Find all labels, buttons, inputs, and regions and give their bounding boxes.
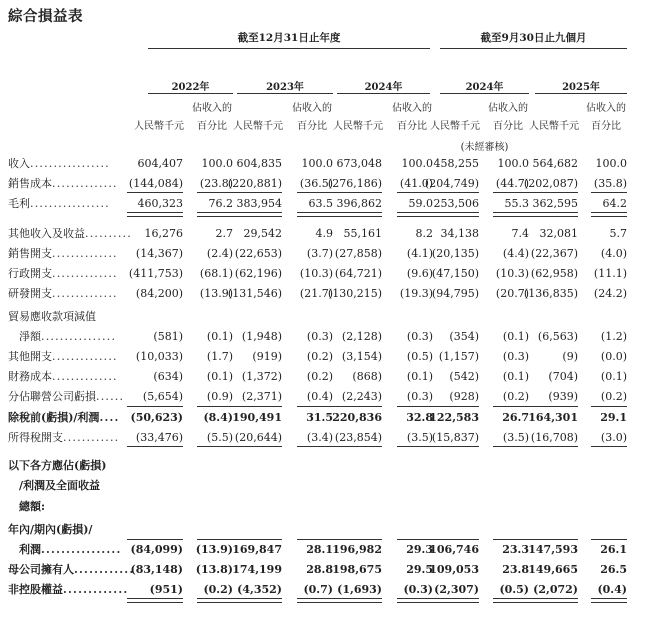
pct-header-line2: 百分比 (493, 121, 523, 132)
single-rule (591, 446, 627, 447)
percent-cell: (0.2) (600, 390, 627, 403)
double-rule (226, 212, 282, 217)
percent-cell: 26.5 (600, 563, 627, 576)
amount-cell: (2,072) (533, 583, 578, 596)
row-label (8, 500, 45, 514)
amount-cell: (22,367) (530, 247, 578, 260)
leader-dots: .............. (52, 267, 118, 280)
percent-cell: (20.7) (495, 287, 529, 300)
amount-cell: (1,157) (438, 350, 479, 363)
leader-dots: .............. (52, 350, 118, 363)
percent-cell: 31.5 (306, 411, 333, 424)
percent-cell: (0.2) (306, 350, 333, 363)
amount-cell: (542) (449, 370, 479, 383)
pct-header-line1: 佔收入的 (586, 103, 626, 114)
amount-cell: (939) (548, 390, 578, 403)
row-label (8, 330, 116, 344)
percent-cell: (0.5) (499, 583, 529, 596)
percent-cell: (0.7) (303, 583, 333, 596)
amount-cell: (1,948) (241, 330, 282, 343)
percent-cell: (13.9) (199, 287, 233, 300)
amount-cell: (22,653) (234, 247, 282, 260)
single-rule (591, 192, 627, 193)
double-rule (591, 212, 627, 217)
group-header-nine-months-rule (440, 48, 627, 49)
percent-cell: 64.2 (602, 197, 627, 210)
row-label-text: 毛利 (8, 197, 30, 210)
percent-cell: 23.3 (502, 543, 529, 556)
row-label-text: 非控股權益 (8, 583, 63, 596)
amount-cell: 164,301 (528, 411, 578, 424)
amount-cell: (2,371) (241, 390, 282, 403)
row-label (8, 583, 128, 597)
percent-cell: (0.3) (406, 330, 433, 343)
percent-cell: (8.4) (203, 411, 233, 424)
percent-cell: (0.2) (306, 370, 333, 383)
row-label-text: 淨額 (8, 330, 41, 343)
percent-cell: 29.5 (406, 563, 433, 576)
leader-dots: ............ (63, 431, 120, 444)
row-label (8, 563, 134, 577)
percent-cell: (0.3) (406, 390, 433, 403)
percent-cell: (11.1) (593, 267, 627, 280)
row-label-text: 利潤 (8, 543, 41, 556)
amount-cell: (4,352) (237, 583, 282, 596)
amount-cell: (144,084) (128, 177, 183, 190)
percent-cell: (0.1) (406, 370, 433, 383)
double-rule (423, 598, 479, 603)
percent-cell: 100.0 (301, 157, 333, 170)
percent-cell: 32.8 (406, 411, 433, 424)
row-label-text: /利潤及全面收益 (8, 479, 101, 492)
single-rule (326, 192, 382, 193)
year-header: 2023年 (266, 82, 304, 93)
row-label (8, 310, 96, 324)
percent-cell: 23.8 (502, 563, 529, 576)
year-header: 2022年 (171, 82, 210, 93)
leader-dots: .............. (52, 177, 118, 190)
amount-cell: (33,476) (135, 431, 183, 444)
amount-cell: (131,546) (227, 287, 282, 300)
leader-dots: ................. (30, 157, 110, 170)
amount-cell: 34,138 (440, 227, 479, 240)
year-header-rule (237, 93, 333, 94)
amount-cell: (220,881) (227, 177, 282, 190)
single-rule (591, 406, 627, 407)
row-label (8, 227, 132, 241)
unit-header: 人民幣千元 (430, 121, 480, 132)
single-rule (226, 406, 282, 407)
pct-header-line2: 百分比 (591, 121, 621, 132)
group-header-annual: 截至12月31日止年度 (237, 32, 341, 44)
amount-cell: 190,491 (232, 411, 282, 424)
percent-cell: 76.2 (208, 197, 233, 210)
pct-header-line1: 佔收入的 (392, 103, 432, 114)
amount-cell: (354) (449, 330, 479, 343)
row-label-text: 除稅前(虧損)/利潤 (8, 411, 100, 424)
amount-cell: (704) (548, 370, 578, 383)
year-header-rule (535, 93, 627, 94)
leader-dots: ................. (30, 197, 110, 210)
amount-cell: (50,623) (130, 411, 183, 424)
percent-cell: (0.3) (306, 330, 333, 343)
percent-cell: (10.3) (299, 267, 333, 280)
percent-cell: (24.2) (593, 287, 627, 300)
year-header: 2024年 (465, 82, 504, 93)
single-rule (423, 446, 479, 447)
single-rule (226, 446, 282, 447)
amount-cell: (47,150) (431, 267, 479, 280)
percent-cell: 8.2 (415, 227, 433, 240)
row-label-text: 其他開支 (8, 350, 52, 363)
percent-cell: (3.4) (306, 431, 333, 444)
row-label-text: 行政開支 (8, 267, 52, 280)
percent-cell: (68.1) (199, 267, 233, 280)
year-header: 2024年 (364, 82, 403, 93)
page-title: 綜合損益表 (8, 9, 83, 25)
amount-cell: (10,033) (135, 350, 183, 363)
amount-cell: (84,099) (130, 543, 183, 556)
amount-cell: (16,708) (530, 431, 578, 444)
amount-cell: (5,654) (142, 390, 183, 403)
row-label (8, 523, 92, 537)
row-label-text: 總額: (8, 500, 46, 513)
percent-cell: 5.7 (609, 227, 627, 240)
percent-cell: (1.2) (600, 330, 627, 343)
amount-cell: 55,161 (343, 227, 382, 240)
leader-dots: ................ (41, 543, 122, 556)
percent-cell: (35.8) (593, 177, 627, 190)
row-label-text: 其他收入及收益 (8, 227, 85, 240)
amount-cell: (928) (449, 390, 479, 403)
percent-cell: (2.4) (206, 247, 233, 260)
row-label-text: 銷售成本 (8, 177, 52, 190)
percent-cell: 63.5 (308, 197, 333, 210)
row-label (8, 479, 100, 493)
row-label-text: 貿易應收款項減值 (8, 310, 96, 323)
amount-cell: (14,367) (135, 247, 183, 260)
amount-cell: 396,862 (336, 197, 382, 210)
amount-cell: (84,200) (135, 287, 183, 300)
percent-cell: (3.5) (406, 431, 433, 444)
amount-cell: (6,563) (537, 330, 578, 343)
single-rule (127, 539, 183, 540)
unaudited-note: (未經審核) (460, 142, 509, 153)
amount-cell: (951) (149, 583, 183, 596)
row-label-text: 研發開支 (8, 287, 52, 300)
percent-cell: (4.1) (406, 247, 433, 260)
amount-cell: (27,858) (334, 247, 382, 260)
amount-cell: 604,407 (137, 157, 183, 170)
percent-cell: (0.1) (600, 370, 627, 383)
single-rule (326, 406, 382, 407)
amount-cell: (3,154) (341, 350, 382, 363)
amount-cell: (1,693) (337, 583, 382, 596)
leader-dots: ...... (96, 390, 125, 403)
row-label-text: 銷售開支 (8, 247, 52, 260)
percent-cell: (4.0) (600, 247, 627, 260)
amount-cell: (94,795) (431, 287, 479, 300)
percent-cell: 7.4 (511, 227, 529, 240)
percent-cell: (0.5) (406, 350, 433, 363)
amount-cell: (130,215) (327, 287, 382, 300)
amount-cell: 147,593 (528, 543, 578, 556)
amount-cell: (2,128) (341, 330, 382, 343)
amount-cell: (62,958) (530, 267, 578, 280)
amount-cell: 109,053 (429, 563, 479, 576)
percent-cell: (0.1) (502, 370, 529, 383)
percent-cell: 55.3 (504, 197, 529, 210)
row-label (8, 177, 118, 191)
amount-cell: 458,255 (433, 157, 479, 170)
percent-cell: 26.7 (502, 411, 529, 424)
single-rule (522, 446, 578, 447)
amount-cell: 174,199 (232, 563, 282, 576)
amount-cell: (64,721) (334, 267, 382, 280)
amount-cell: (2,243) (341, 390, 382, 403)
percent-cell: (19.3) (399, 287, 433, 300)
percent-cell: 4.9 (315, 227, 333, 240)
double-rule (591, 598, 627, 603)
percent-cell: (44.7) (495, 177, 529, 190)
year-header-rule (440, 93, 529, 94)
amount-cell: 362,595 (532, 197, 578, 210)
row-label-text: 年內/期內(虧損)/ (8, 523, 93, 536)
percent-cell: (0.1) (206, 370, 233, 383)
percent-cell: (13.8) (195, 563, 233, 576)
percent-cell: (3.0) (600, 431, 627, 444)
amount-cell: 32,081 (539, 227, 578, 240)
percent-cell: (0.1) (502, 330, 529, 343)
leader-dots: .............. (52, 370, 118, 383)
amount-cell: (23,854) (334, 431, 382, 444)
percent-cell: (10.3) (495, 267, 529, 280)
percent-cell: (0.4) (597, 583, 627, 596)
pct-header-line2: 百分比 (197, 121, 227, 132)
percent-cell: (0.4) (306, 390, 333, 403)
percent-cell: 26.1 (600, 543, 627, 556)
single-rule (226, 192, 282, 193)
double-rule (522, 598, 578, 603)
percent-cell: 2.7 (215, 227, 233, 240)
amount-cell: 564,682 (532, 157, 578, 170)
row-label (8, 247, 118, 261)
row-label (8, 431, 119, 445)
percent-cell: 29.3 (406, 543, 433, 556)
amount-cell: 604,835 (236, 157, 282, 170)
single-rule (127, 192, 183, 193)
year-header: 2025年 (562, 82, 600, 93)
leader-dots: .... (99, 411, 120, 424)
percent-cell: (3.5) (502, 431, 529, 444)
amount-cell: (15,837) (431, 431, 479, 444)
amount-cell: (634) (153, 370, 183, 383)
double-rule (522, 212, 578, 217)
pct-header-line2: 百分比 (297, 121, 327, 132)
amount-cell: (202,087) (523, 177, 578, 190)
single-rule (423, 192, 479, 193)
unit-header: 人民幣千元 (333, 121, 383, 132)
double-rule (226, 598, 282, 603)
row-label (8, 411, 120, 425)
percent-cell: 28.1 (306, 543, 333, 556)
unit-header: 人民幣千元 (134, 121, 184, 132)
single-rule (591, 539, 627, 540)
percent-cell: 29.1 (600, 411, 627, 424)
amount-cell: (2,307) (434, 583, 479, 596)
amount-cell: 673,048 (336, 157, 382, 170)
percent-cell: (13.9) (195, 543, 233, 556)
row-label-text: 分佔聯營公司虧損 (8, 390, 96, 403)
percent-cell: (4.4) (502, 247, 529, 260)
leader-dots: .......... (85, 227, 132, 240)
amount-cell: (62,196) (234, 267, 282, 280)
row-label-text: 所得稅開支 (8, 431, 63, 444)
single-rule (226, 539, 282, 540)
percent-cell: (0.3) (502, 350, 529, 363)
amount-cell: 16,276 (144, 227, 183, 240)
single-rule (522, 539, 578, 540)
percent-cell: (9.6) (406, 267, 433, 280)
single-rule (423, 539, 479, 540)
leader-dots: ............. (63, 583, 129, 596)
amount-cell: 196,982 (332, 543, 382, 556)
percent-cell: 100.0 (497, 157, 529, 170)
percent-cell: 59.0 (408, 197, 433, 210)
pct-header-line1: 佔收入的 (488, 103, 528, 114)
double-rule (127, 598, 183, 603)
percent-cell: (0.1) (206, 330, 233, 343)
amount-cell: (868) (352, 370, 382, 383)
double-rule (127, 212, 183, 217)
single-rule (326, 446, 382, 447)
amount-cell: 253,506 (433, 197, 479, 210)
pct-header-line1: 佔收入的 (192, 103, 232, 114)
row-label-text: 收入 (8, 157, 30, 170)
pct-header-line2: 百分比 (397, 121, 427, 132)
row-label (8, 287, 118, 301)
leader-dots: ................ (41, 330, 117, 343)
row-label (8, 197, 110, 211)
amount-cell: 122,583 (429, 411, 479, 424)
year-header-rule (148, 93, 233, 94)
amount-cell: 149,665 (528, 563, 578, 576)
percent-cell: (3.7) (306, 247, 333, 260)
amount-cell: (204,749) (424, 177, 479, 190)
amount-cell: (919) (252, 350, 282, 363)
amount-cell: 29,542 (243, 227, 282, 240)
amount-cell: (9) (562, 350, 578, 363)
row-label (8, 350, 118, 364)
single-rule (127, 406, 183, 407)
percent-cell: (41.0) (399, 177, 433, 190)
percent-cell: 28.8 (306, 563, 333, 576)
amount-cell: (83,148) (130, 563, 183, 576)
percent-cell: (23.8) (199, 177, 233, 190)
amount-cell: (20,135) (431, 247, 479, 260)
leader-dots: .............. (52, 287, 118, 300)
single-rule (127, 446, 183, 447)
row-label-text: 財務成本 (8, 370, 52, 383)
row-label (8, 157, 110, 171)
percent-cell: (0.0) (600, 350, 627, 363)
unit-header: 人民幣千元 (233, 121, 283, 132)
single-rule (326, 539, 382, 540)
row-label (8, 459, 106, 473)
row-label-text: 以下各方應佔(虧損) (8, 459, 107, 472)
single-rule (522, 192, 578, 193)
year-header-rule (337, 93, 430, 94)
amount-cell: (20,644) (234, 431, 282, 444)
group-header-annual-rule (148, 48, 430, 49)
percent-cell: (21.7) (299, 287, 333, 300)
amount-cell: (411,753) (128, 267, 183, 280)
amount-cell: 106,746 (429, 543, 479, 556)
row-label (8, 543, 121, 557)
leader-dots: ............ (74, 563, 135, 576)
amount-cell: 383,954 (236, 197, 282, 210)
amount-cell: 169,847 (232, 543, 282, 556)
leader-dots: .............. (52, 247, 118, 260)
amount-cell: 460,323 (137, 197, 183, 210)
amount-cell: 220,836 (332, 411, 382, 424)
amount-cell: (1,372) (241, 370, 282, 383)
row-label-text: 母公司擁有人 (8, 563, 74, 576)
double-rule (423, 212, 479, 217)
amount-cell: (136,835) (523, 287, 578, 300)
double-rule (326, 598, 382, 603)
pct-header-line1: 佔收入的 (292, 103, 332, 114)
single-rule (423, 406, 479, 407)
percent-cell: (36.5) (299, 177, 333, 190)
percent-cell: (0.2) (502, 390, 529, 403)
percent-cell: (1.7) (206, 350, 233, 363)
percent-cell: (5.5) (206, 431, 233, 444)
amount-cell: (276,186) (327, 177, 382, 190)
percent-cell: 100.0 (401, 157, 433, 170)
amount-cell: 198,675 (332, 563, 382, 576)
percent-cell: 100.0 (595, 157, 627, 170)
unit-header: 人民幣千元 (529, 121, 579, 132)
percent-cell: (0.9) (206, 390, 233, 403)
percent-cell: 100.0 (201, 157, 233, 170)
percent-cell: (0.3) (403, 583, 433, 596)
double-rule (326, 212, 382, 217)
row-label (8, 370, 118, 384)
percent-cell: (0.2) (203, 583, 233, 596)
single-rule (522, 406, 578, 407)
row-label (8, 267, 118, 281)
group-header-nine-months: 截至9月30日止九個月 (480, 32, 587, 44)
amount-cell: (581) (153, 330, 183, 343)
row-label (8, 390, 124, 404)
